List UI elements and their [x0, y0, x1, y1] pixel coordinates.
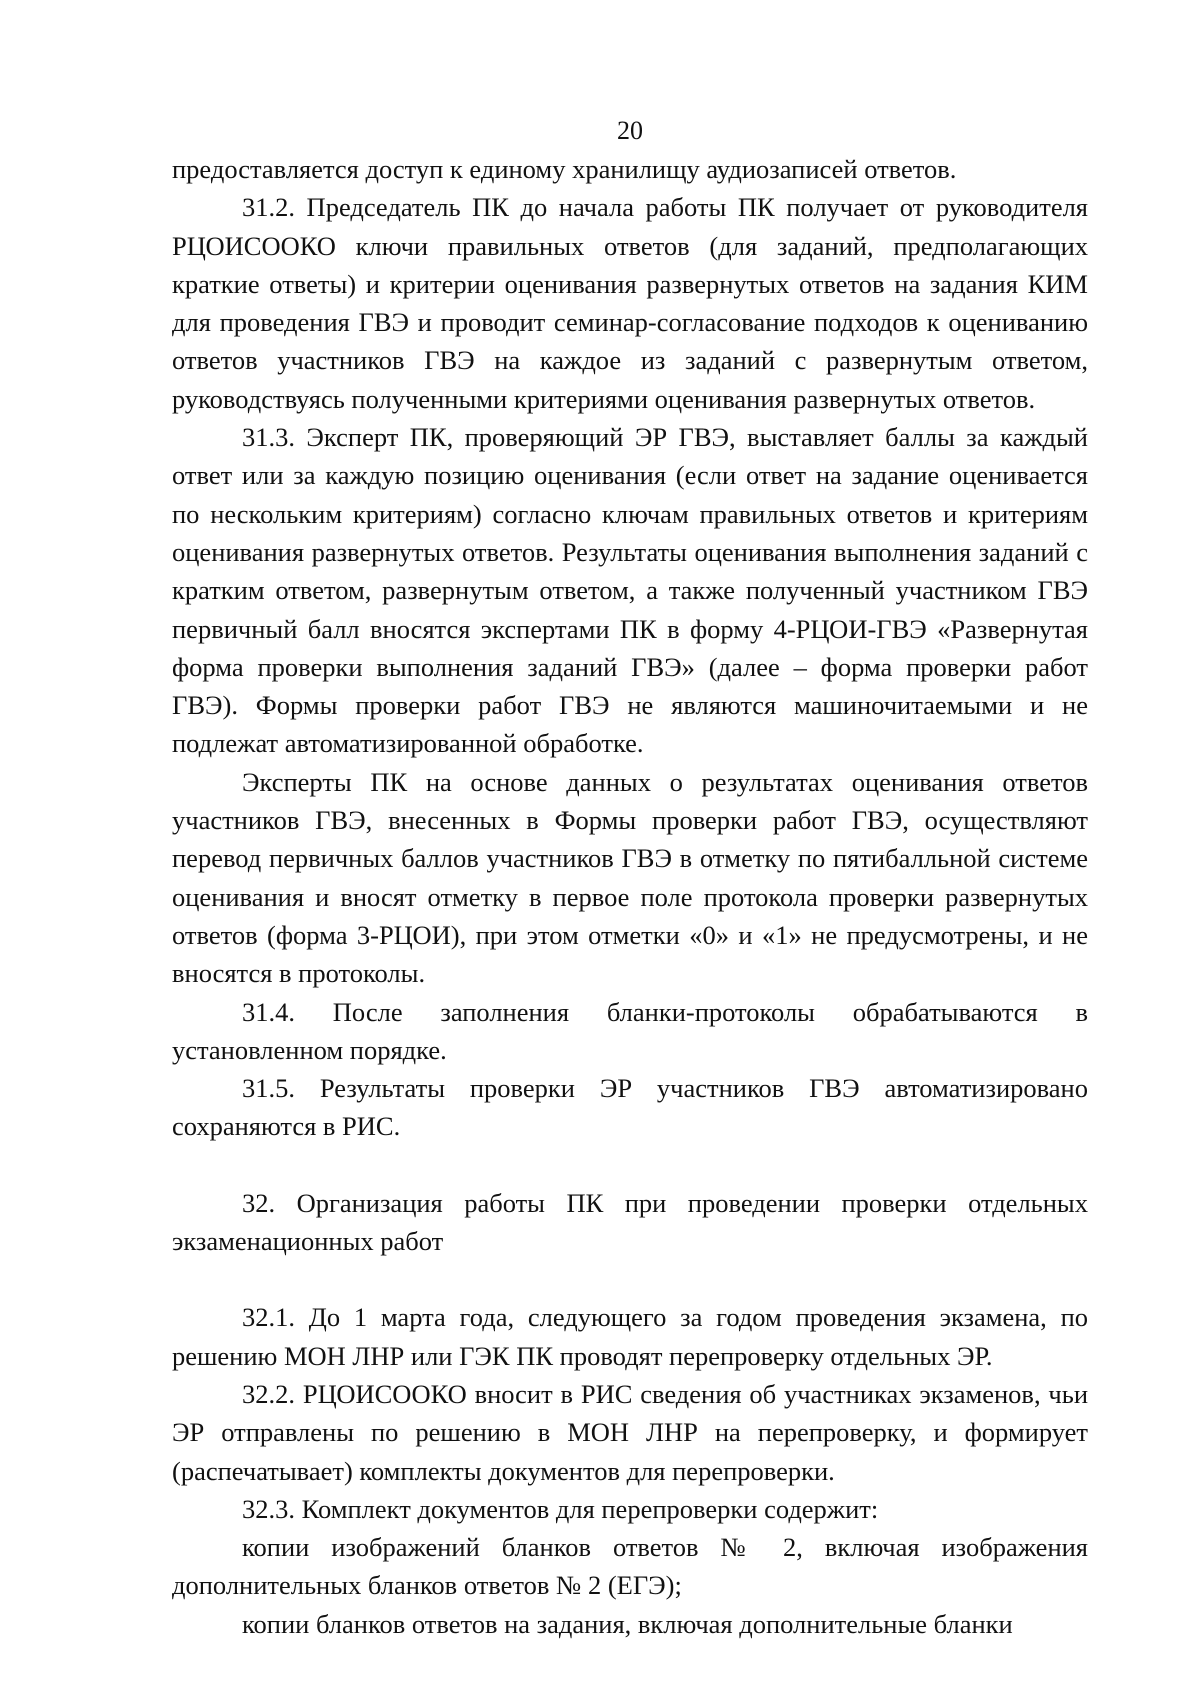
- paragraph-31-3: 31.3. Эксперт ПК, проверяющий ЭР ГВЭ, выставляет баллы за каждый ответ или за каждую позицию оценивания (если ответ на задание оценивается по нескольким критериям) согласно ключам правильных ответов и критериям оценивания развернутых ответов. Результаты оценивания выполнения заданий с кратким ответом, развернутым ответом, а также полученный участником ГВЭ первичный балл вносятся экспертами ПК в форму 4-РЦОИ-ГВЭ «Развернутая форма проверки выполнения заданий ГВЭ» (далее – форма проверки работ ГВЭ). Формы проверки работ ГВЭ не являются машиночитаемыми и не подлежат автоматизированной обработке.: [172, 422, 1088, 759]
- paragraph-experts: Эксперты ПК на основе данных о результатах оценивания ответов участников ГВЭ, внесенных в Формы проверки работ ГВЭ, осуществляют перевод первичных баллов участников ГВЭ в отметку по пятибалльной системе оценивания и вносят отметку в первое поле протокола проверки развернутых ответов (форма 3-РЦОИ), при этом отметки «0» и «1» не предусмотрены, и не вносятся в протоколы.: [172, 766, 1088, 989]
- paragraph-31-5: 31.5. Результаты проверки ЭР участников ГВЭ автоматизировано сохраняются в РИС.: [172, 1073, 1088, 1142]
- list-item-copies-images: копии изображений бланков ответов № 2, включая изображения дополнительных бланков ответов № 2 (ЕГЭ);: [172, 1532, 1088, 1601]
- paragraph-32-3: 32.3. Комплект документов для перепроверки содержит:: [242, 1493, 879, 1524]
- section-heading-32: 32. Организация работы ПК при проведении проверки отдельных экзаменационных работ: [172, 1187, 1088, 1257]
- paragraph-32-2: 32.2. РЦОИСООКО вносит в РИС сведения об участниках экзаменов, чьи ЭР отправлены по решению в МОН ЛНР на перепроверку, и формирует (распечатывает) комплекты документов для перепроверки.: [172, 1378, 1088, 1486]
- paragraph-32-1: 32.1. До 1 марта года, следующего за годом проведения экзамена, по решению МОН ЛНР или ГЭК ПК проводят перепроверку отдельных ЭР.: [172, 1302, 1088, 1371]
- paragraph-31-4: 31.4. После заполнения бланки-протоколы обрабатываются в установленном порядке.: [172, 996, 1088, 1065]
- paragraph-continuation: предоставляется доступ к единому хранилищу аудиозаписей ответов.: [172, 154, 957, 184]
- list-item-copies-forms: копии бланков ответов на задания, включая дополнительные бланки: [242, 1608, 1013, 1639]
- document-body: [172, 150, 1088, 1643]
- paragraph-31-2: 31.2. Председатель ПК до начала работы ПК получает от руководителя РЦОИСООКО ключи правильных ответов (для заданий, предполагающих краткие ответы) и критерии оценивания развернутых ответов на задания КИМ для проведения ГВЭ и проводит семинар-согласование подходов к оцениванию ответов участников ГВЭ на каждое из заданий с развернутым ответом, руководствуясь полученными критериями оценивания развернутых ответов.: [172, 192, 1088, 414]
- page-number: 20: [617, 116, 643, 145]
